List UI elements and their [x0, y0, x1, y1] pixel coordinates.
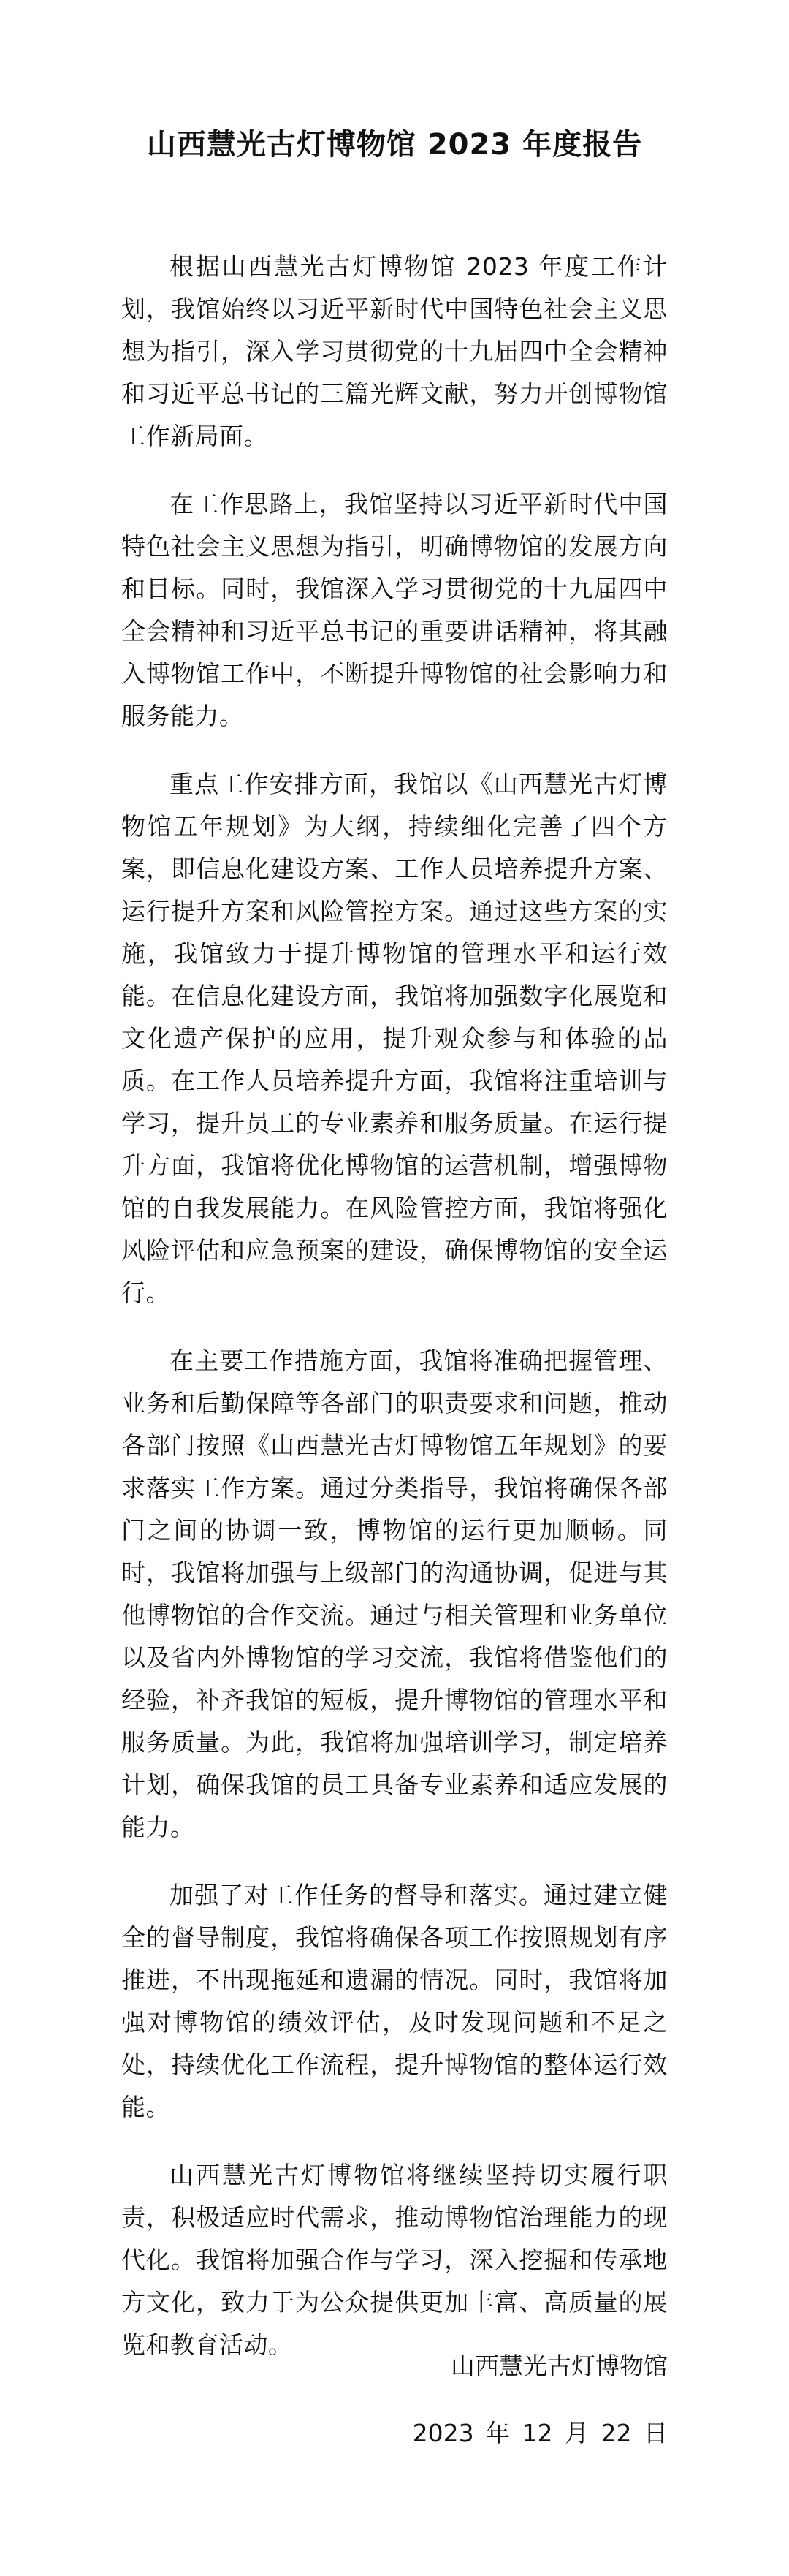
signature-date: 2023 年 12 月 22 日 [412, 2419, 668, 2447]
document-title: 山西慧光古灯博物馆 2023 年度报告 [146, 128, 643, 162]
paragraph-key-arrangements: 重点工作安排方面，我馆以《山西慧光古灯博物馆五年规划》为大纲，持续细化完善了四个方案，即信息化建设方案、工作人员培养提升方案、运行提升方案和风险管控方案。通过这些方案的实施，我馆致力于提升博物馆的管理水平和运行效能。在信息化建设方面，我馆将加强数字化展览和文化遗产保护的应用，提升观众参与和体验的品质。在工作人员培养提升方面，我馆将注重培训与学习，提升员工的专业素养和服务质量。在运行提升方面，我馆将优化博物馆的运营机制，增强博物馆的自我发展能力。在风险管控方面，我馆将强化风险评估和应急预案的建设，确保博物馆的安全运行。 [121, 770, 668, 1307]
document-body [121, 246, 668, 2392]
paragraph-intro: 根据山西慧光古灯博物馆 2023 年度工作计划，我馆始终以习近平新时代中国特色社会主义思想为指引，深入学习贯彻党的十九届四中全会精神和习近平总书记的三篇光辉文献，努力开创博物馆工作新局面。 [121, 252, 668, 450]
paragraph-main-measures: 在主要工作措施方面，我馆将准确把握管理、业务和后勤保障等各部门的职责要求和问题，推动各部门按照《山西慧光古灯博物馆五年规划》的要求落实工作方案。通过分类指导，我馆将确保各部门之间的协调一致，博物馆的运行更加顺畅。同时，我馆将加强与上级部门的沟通协调，促进与其他博物馆的合作交流。通过与相关管理和业务单位以及省内外博物馆的学习交流，我馆将借鉴他们的经验，补齐我馆的短板，提升博物馆的管理水平和服务质量。为此，我馆将加强培训学习，制定培养计划，确保我馆的员工具备专业素养和适应发展的能力。 [121, 1346, 668, 1841]
paragraph-work-approach: 在工作思路上，我馆坚持以习近平新时代中国特色社会主义思想为指引，明确博物馆的发展方向和目标。同时，我馆深入学习贯彻党的十九届四中全会精神和习近平总书记的重要讲话精神，将其融入博物馆工作中，不断提升博物馆的社会影响力和服务能力。 [121, 490, 668, 730]
paragraph-supervision: 加强了对工作任务的督导和落实。通过建立健全的督导制度，我馆将确保各项工作按照规划有序推进，不出现拖延和遗漏的情况。同时，我馆将加强对博物馆的绩效评估，及时发现问题和不足之处，持续优化工作流程，提升博物馆的整体运行效能。 [121, 1881, 668, 2121]
paragraph-conclusion: 山西慧光古灯博物馆将继续坚持切实履行职责，积极适应时代需求，推动博物馆治理能力的现代化。我馆将加强合作与学习，深入挖掘和传承地方文化，致力于为公众提供更加丰富、高质量的展览和教育活动。 [121, 2161, 668, 2359]
signature-organization: 山西慧光古灯博物馆 [451, 2352, 668, 2380]
